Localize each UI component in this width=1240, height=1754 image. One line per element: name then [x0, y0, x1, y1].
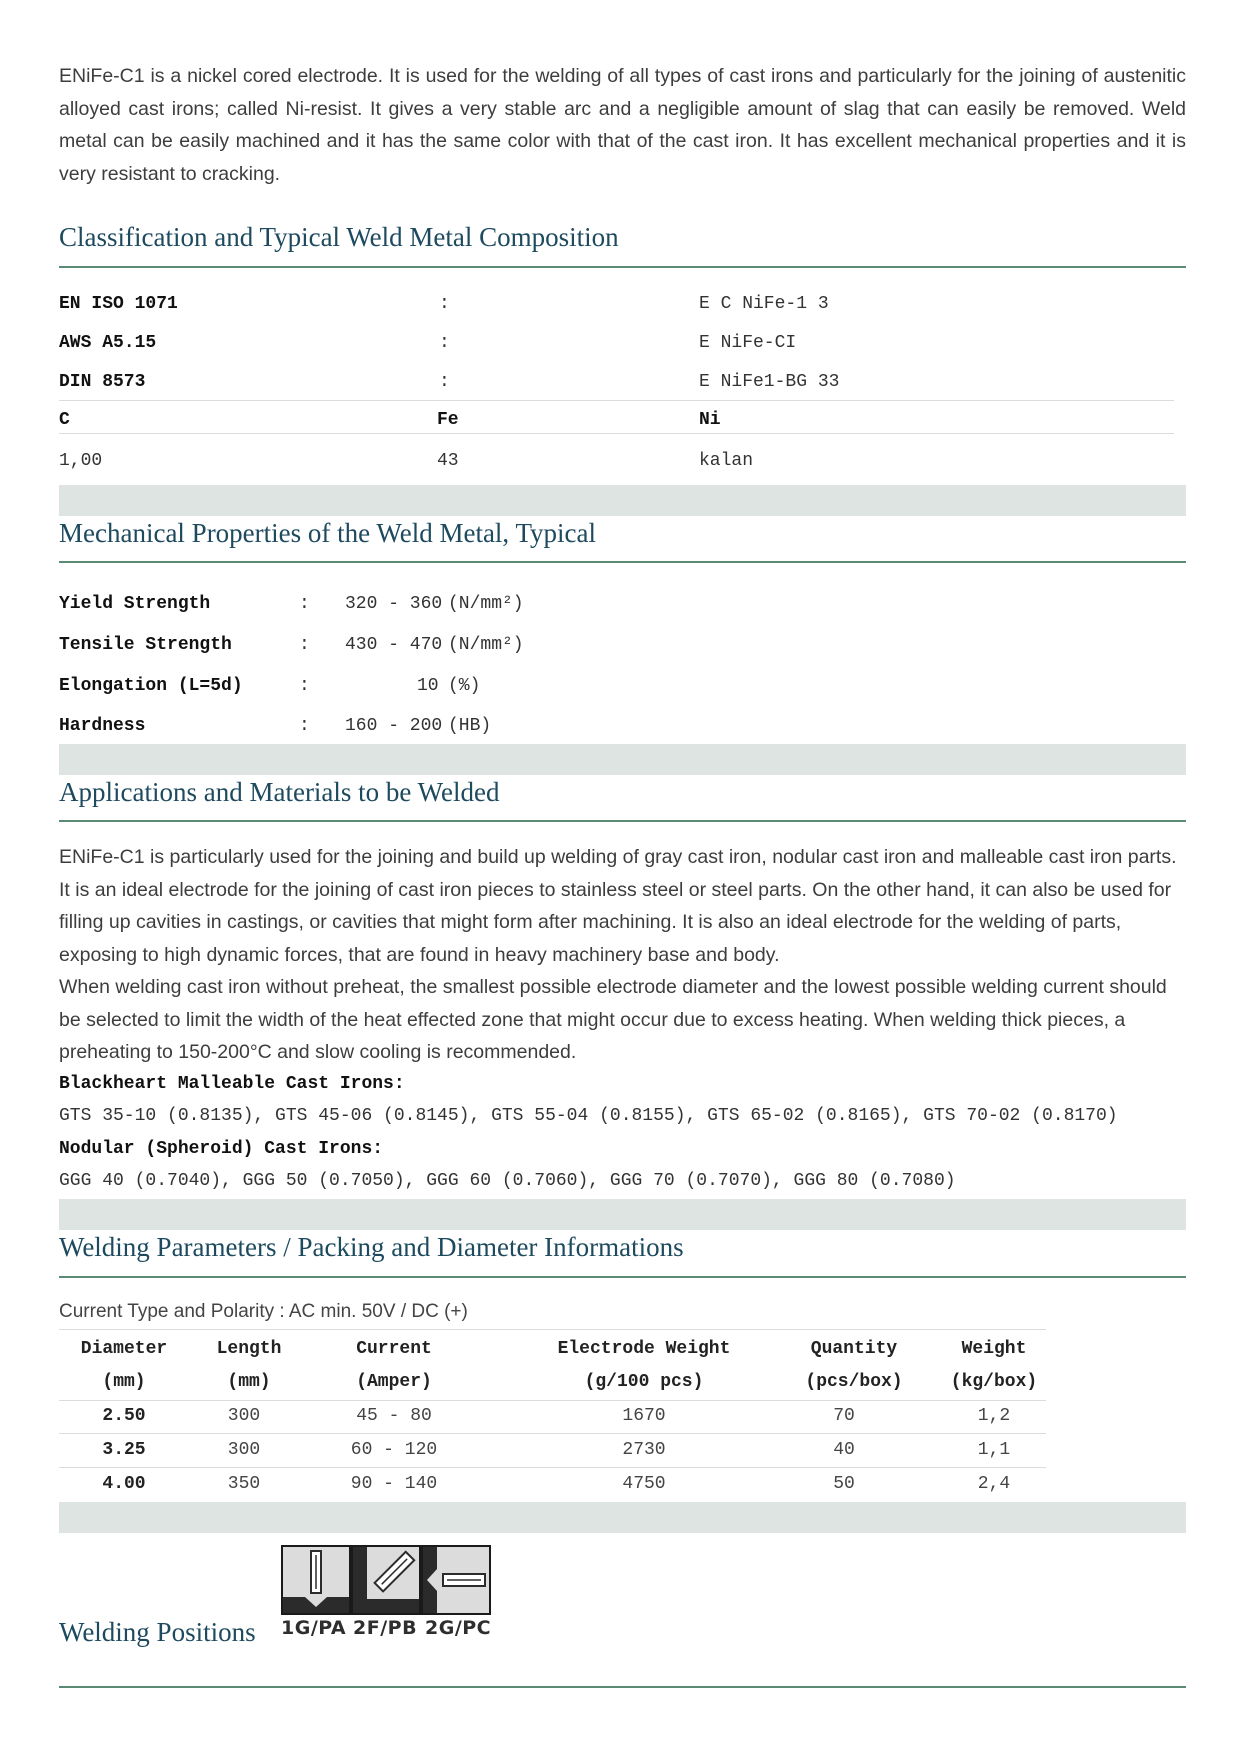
classification-value: E NiFe1-BG 33: [699, 372, 840, 392]
table-divider: [59, 400, 1174, 401]
cell-diameter: 4.00: [102, 1474, 146, 1494]
header-line: Weight: [961, 1339, 1027, 1359]
table-header-quantity: [774, 1333, 934, 1399]
section-band: [59, 485, 1186, 516]
position-label-2f: 2F/PB: [353, 1617, 418, 1639]
tensile-strength-label: Tensile Strength: [59, 635, 232, 655]
header-line: Quantity: [810, 1339, 898, 1359]
header-line: Electrode Weight: [557, 1339, 731, 1359]
section-divider: [59, 266, 1186, 268]
standard-en-iso: EN ISO 1071: [59, 294, 178, 314]
cell-weight: 2,4: [977, 1474, 1011, 1494]
header-unit: (pcs/box): [805, 1372, 903, 1392]
table-row-divider: [59, 1433, 1046, 1434]
header-unit: (mm): [227, 1372, 271, 1392]
elongation-value: 10: [417, 676, 439, 696]
mechanical-title: Mechanical Properties of the Weld Metal, Typical: [59, 518, 597, 548]
table-divider: [59, 1400, 1046, 1401]
classification-value: E NiFe-CI: [699, 333, 797, 353]
welding-parameters-title: Welding Parameters / Packing and Diameter Informations: [59, 1232, 684, 1262]
current-type-text: Current Type and Polarity : AC min. 50V / DC (+): [59, 1301, 468, 1322]
cell-length: 350: [227, 1474, 261, 1494]
table-row-divider: [59, 1467, 1046, 1468]
applications-paragraph: ENiFe-C1 is particularly used for the joining and build up welding of gray cast iron, nodular cast iron and malleable cast iron parts. It is an ideal electrode for the joining of cast iron pieces to stainless steel or steel parts. On the other hand, it can also be used for filling up cavities in castings, or cavities that might form after machining. It is also an ideal electrode for the welding of parts, exposing to high dynamic forces, that are found in heavy machinery base and body.: [59, 846, 1177, 966]
applications-text: [59, 841, 1186, 1069]
section-band: [59, 1199, 1186, 1230]
table-divider: [59, 433, 1174, 434]
malleable-cast-irons-title: Blackheart Malleable Cast Irons:: [59, 1074, 405, 1094]
separator: :: [299, 594, 310, 614]
hardness-label: Hardness: [59, 716, 146, 736]
classification-title: Classification and Typical Weld Metal Composition: [59, 222, 619, 252]
cell-electrode-weight: 4750: [622, 1474, 666, 1494]
table-header-electrode-weight: [519, 1333, 769, 1399]
intro-paragraph: ENiFe-C1 is a nickel cored electrode. It is used for the welding of all types of cast irons and particularly for the joining of austenitic alloyed cast irons; called Ni-resist. It gives a very stable arc and a negligible amount of slag that can easily be removed. Weld metal can be easily machined and it has the same color with that of the cast iron. It has excellent mechanical properties and it is very resistant to cracking.: [59, 65, 1186, 185]
header-line: Current: [356, 1339, 432, 1359]
section-divider: [59, 561, 1186, 563]
hardness-unit: (HB): [448, 716, 492, 736]
separator: :: [439, 372, 450, 392]
malleable-cast-irons-list: GTS 35-10 (0.8135), GTS 45-06 (0.8145), GTS 55-04 (0.8155), GTS 65-02 (0.8165), GTS 70-02 (0.8170): [59, 1106, 1118, 1126]
cell-quantity: 70: [833, 1406, 855, 1426]
header-unit: (Amper): [356, 1372, 432, 1392]
cell-electrode-weight: 2730: [622, 1440, 666, 1460]
preheat-paragraph: When welding cast iron without preheat, the smallest possible electrode diameter and the lowest possible welding current should be selected to limit the width of the heat effected zone that might occur due to excess heating. When welding thick pieces, a preheating to 150-200°C and slow cooling is recommended.: [59, 976, 1167, 1063]
cell-current: 45 - 80: [356, 1406, 432, 1426]
position-label-2g: 2G/PC: [425, 1617, 492, 1639]
cell-weight: 1,1: [977, 1440, 1011, 1460]
cell-current: 90 - 140: [350, 1474, 438, 1494]
applications-title: Applications and Materials to be Welded: [59, 777, 500, 807]
section-band: [59, 744, 1186, 775]
tensile-strength-value: 430 - 470: [345, 635, 443, 655]
cell-electrode-weight: 1670: [622, 1406, 666, 1426]
standard-din: DIN 8573: [59, 372, 146, 392]
hardness-value: 160 - 200: [345, 716, 443, 736]
section-divider: [59, 820, 1186, 822]
standard-aws: AWS A5.15: [59, 333, 157, 353]
composition-header-c: C: [59, 410, 70, 430]
cell-diameter: 2.50: [102, 1406, 146, 1426]
cell-quantity: 40: [833, 1440, 855, 1460]
yield-strength-value: 320 - 360: [345, 594, 443, 614]
composition-header-ni: Ni: [699, 410, 721, 430]
cell-length: 300: [227, 1440, 261, 1460]
cell-current: 60 - 120: [350, 1440, 438, 1460]
section-band: [59, 1502, 1186, 1533]
table-header-length: [189, 1333, 309, 1399]
cell-diameter: 3.25: [102, 1440, 146, 1460]
header-line: Length: [216, 1339, 282, 1359]
table-header-current: [309, 1333, 479, 1399]
section-divider: [59, 1686, 1186, 1688]
section-divider: [59, 1276, 1186, 1278]
welding-positions-title: Welding Positions: [59, 1617, 256, 1647]
elongation-unit: (%): [448, 676, 481, 696]
nodular-cast-irons-title: Nodular (Spheroid) Cast Irons:: [59, 1139, 384, 1159]
flat-position-icon: [281, 1545, 351, 1615]
separator: :: [439, 294, 450, 314]
cell-quantity: 50: [833, 1474, 855, 1494]
table-divider: [59, 1329, 1046, 1330]
composition-value-c: 1,00: [59, 451, 103, 471]
classification-value: E C NiFe-1 3: [699, 294, 829, 314]
nodular-cast-irons-list: GGG 40 (0.7040), GGG 50 (0.7050), GGG 60 (0.7060), GGG 70 (0.7070), GGG 80 (0.7080): [59, 1171, 956, 1191]
tensile-strength-unit: (N/mm²): [448, 635, 524, 655]
separator: :: [299, 716, 310, 736]
elongation-label: Elongation (L=5d): [59, 676, 243, 696]
welding-position-icons: [281, 1545, 491, 1643]
composition-value-fe: 43: [437, 451, 459, 471]
header-unit: (kg/box): [950, 1372, 1038, 1392]
header-unit: (g/100 pcs): [584, 1372, 704, 1392]
separator: :: [439, 333, 450, 353]
table-header-diameter: [59, 1333, 189, 1399]
composition-value-ni: kalan: [699, 451, 754, 471]
table-header-weight: [934, 1333, 1054, 1399]
separator: :: [299, 635, 310, 655]
position-label-1g: 1G/PA: [281, 1617, 347, 1639]
yield-strength-label: Yield Strength: [59, 594, 211, 614]
cell-weight: 1,2: [977, 1406, 1011, 1426]
separator: :: [299, 676, 310, 696]
header-unit: (mm): [102, 1372, 146, 1392]
header-line: Diameter: [80, 1339, 168, 1359]
cell-length: 300: [227, 1406, 261, 1426]
horizontal-fillet-position-icon: [351, 1545, 421, 1615]
yield-strength-unit: (N/mm²): [448, 594, 524, 614]
composition-header-fe: Fe: [437, 410, 459, 430]
horizontal-position-icon: [421, 1545, 491, 1615]
